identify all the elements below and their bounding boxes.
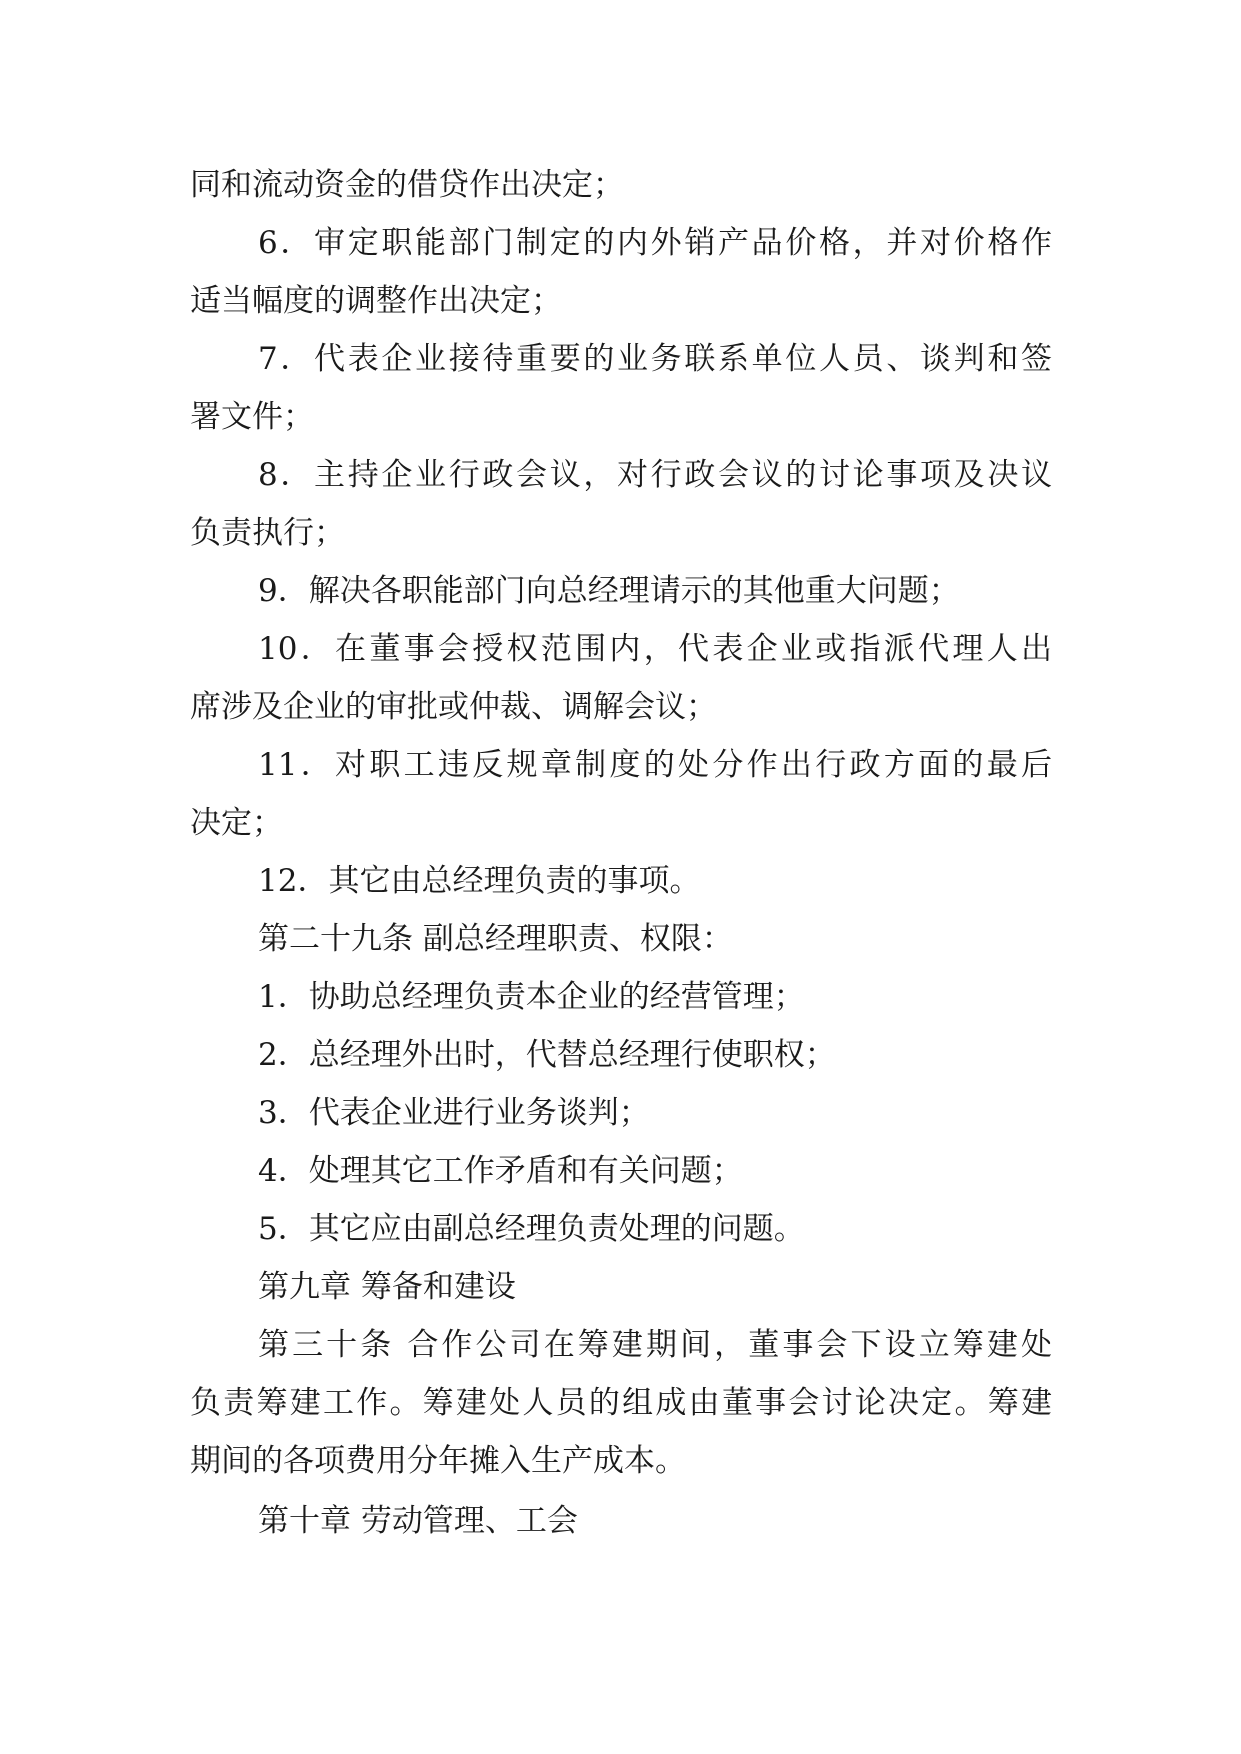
text-line: 第三十条 合作公司在筹建期间，董事会下设立筹建处	[258, 1327, 1052, 1363]
text-line: 同和流动资金的借贷作出决定；	[190, 167, 624, 203]
text-line: 9．解决各职能部门向总经理请示的其他重大问题；	[258, 573, 960, 609]
text-line: 4．处理其它工作矛盾和有关问题；	[258, 1153, 743, 1189]
text-line: 1．协助总经理负责本企业的经营管理；	[258, 979, 805, 1015]
chapter-heading: 第九章 筹备和建设	[258, 1269, 516, 1305]
text-line: 席涉及企业的审批或仲裁、调解会议；	[190, 689, 717, 725]
text-line: 署文件；	[190, 399, 314, 435]
article-heading: 第二十九条 副总经理职责、权限：	[258, 921, 733, 957]
text-line: 11．对职工违反规章制度的处分作出行政方面的最后	[258, 747, 1052, 783]
chapter-heading: 第十章 劳动管理、工会	[258, 1503, 578, 1539]
text-line: 3．代表企业进行业务谈判；	[258, 1095, 650, 1131]
text-line: 适当幅度的调整作出决定；	[190, 283, 562, 319]
text-line: 期间的各项费用分年摊入生产成本。	[190, 1443, 686, 1479]
text-line: 6．审定职能部门制定的内外销产品价格，并对价格作	[258, 225, 1052, 261]
text-line: 12．其它由总经理负责的事项。	[258, 863, 701, 899]
text-line: 2．总经理外出时，代替总经理行使职权；	[258, 1037, 836, 1073]
text-line: 负责执行；	[190, 515, 345, 551]
text-line: 7．代表企业接待重要的业务联系单位人员、谈判和签	[258, 341, 1052, 377]
text-line: 8．主持企业行政会议，对行政会议的讨论事项及决议	[258, 457, 1052, 493]
text-line: 5．其它应由副总经理负责处理的问题。	[258, 1211, 805, 1247]
text-line: 决定；	[190, 805, 283, 841]
text-line: 负责筹建工作。筹建处人员的组成由董事会讨论决定。筹建	[190, 1385, 1052, 1421]
text-line: 10．在董事会授权范围内，代表企业或指派代理人出	[258, 631, 1052, 667]
